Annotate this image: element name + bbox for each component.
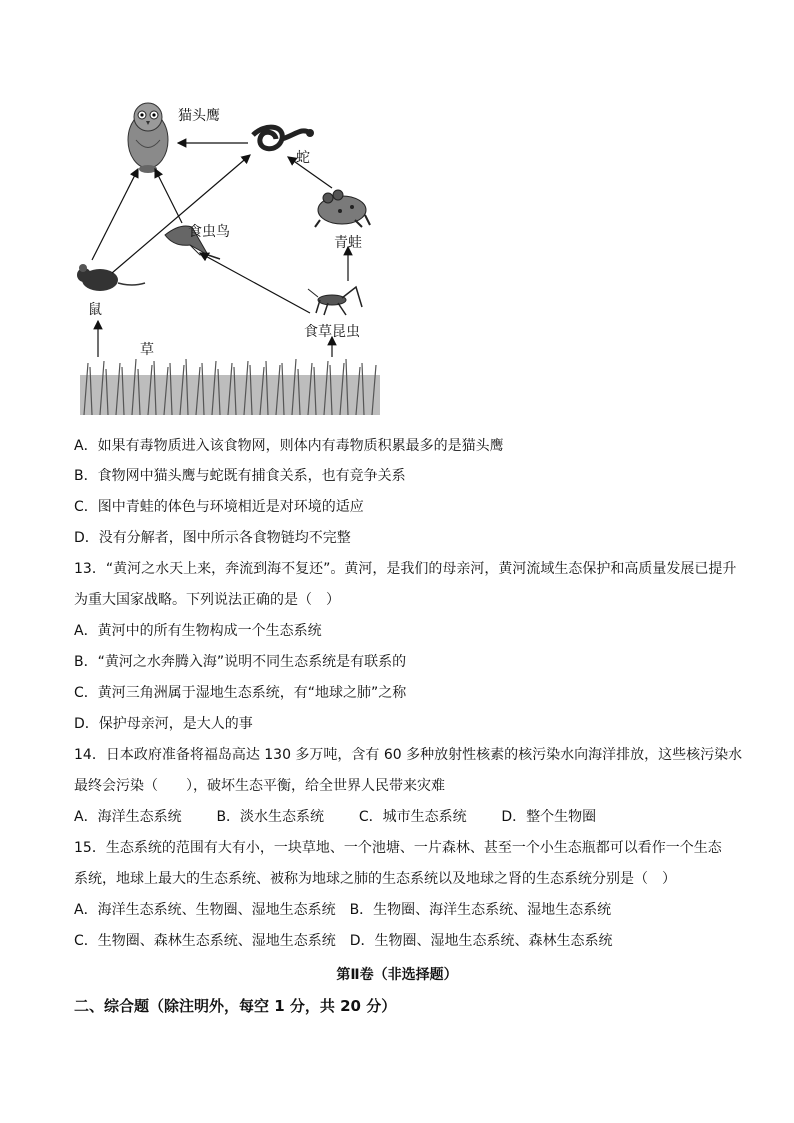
q14-option-c: C．城市生态系统	[358, 809, 467, 825]
q13-option-c: C．黄河三角洲属于湿地生态系统，有“地球之肺”之称	[74, 685, 407, 701]
label-insect: 食草昆虫	[304, 324, 360, 340]
label-frog: 青蛙	[334, 235, 362, 251]
q12-option-c: C．图中青蛙的体色与环境相近是对环境的适应	[74, 499, 364, 515]
q13-stem-line2: 为重大国家战略。下列说法正确的是（ ）	[74, 592, 340, 608]
q14-option-a: A．海洋生态系统	[74, 809, 182, 825]
arrow-frog-to-snake	[288, 157, 332, 188]
arrow-mouse-to-snake	[112, 155, 250, 273]
food-web-figure	[70, 95, 390, 425]
arrow-insect-to-bird	[200, 253, 310, 313]
q13-option-d: D．保护母亲河，是大人的事	[74, 716, 253, 732]
q14-stem-line1: 14．日本政府准备将福岛高达 130 多万吨，含有 60 多种放射性核素的核污染水向海洋排放，这些核污染水	[74, 747, 743, 763]
label-grass: 草	[140, 342, 154, 358]
q15-options-cd: C．生物圈、森林生态系统、湿地生态系统 D．生物圈、湿地生态系统、森林生态系统	[74, 933, 613, 949]
part2-title: 二、综合题（除注明外，每空 1 分，共 20 分）	[74, 997, 397, 1015]
q12-option-b: B．食物网中猫头鹰与蛇既有捕食关系，也有竞争关系	[74, 468, 406, 484]
q14-option-d: D．整个生物圈	[501, 809, 597, 825]
frog-icon	[315, 190, 370, 227]
q15-stem-line2: 系统，地球上最大的生态系统、被称为地球之肺的生态系统以及地球之肾的生态系统分别是（ ）	[74, 871, 676, 887]
arrow-mouse-to-owl	[92, 169, 138, 260]
label-bird: 食虫鸟	[188, 224, 230, 240]
q15-stem-line1: 15．生态系统的范围有大有小，一块草地、一个池塘、一片森林、甚至一个小生态瓶都可以看作一个生态	[74, 840, 722, 856]
q12-option-d: D．没有分解者，图中所示各食物链均不完整	[74, 530, 351, 546]
q13-option-b: B．“黄河之水奔腾入海”说明不同生态系统是有联系的	[74, 654, 407, 670]
q14-stem-line2: 最终会污染（ ），破坏生态平衡，给全世界人民带来灾难	[74, 778, 445, 794]
snake-icon	[253, 127, 314, 149]
grass-icon	[80, 359, 380, 415]
section-title: 第Ⅱ卷（非选择题）	[336, 967, 458, 983]
q15-options-ab: A．海洋生态系统、生物圈、湿地生态系统 B．生物圈、海洋生态系统、湿地生态系统	[74, 902, 612, 918]
q13-option-a: A．黄河中的所有生物构成一个生态系统	[74, 623, 322, 639]
q14-options	[74, 807, 596, 827]
grasshopper-icon	[308, 287, 362, 315]
label-owl: 猫头鹰	[178, 108, 220, 124]
q12-option-a: A．如果有毒物质进入该食物网，则体内有毒物质积累最多的是猫头鹰	[74, 438, 504, 454]
owl-icon	[128, 103, 168, 173]
label-mouse: 鼠	[88, 302, 102, 318]
arrow-bird-to-owl	[155, 169, 182, 223]
q13-stem-line1: 13．“黄河之水天上来，奔流到海不复还”。黄河，是我们的母亲河，黄河流域生态保护和高质量发展已提升	[74, 561, 737, 577]
mouse-icon	[77, 264, 145, 291]
label-snake: 蛇	[296, 150, 310, 166]
q14-option-b: B．淡水生态系统	[216, 809, 325, 825]
food-web-diagram	[70, 95, 390, 425]
